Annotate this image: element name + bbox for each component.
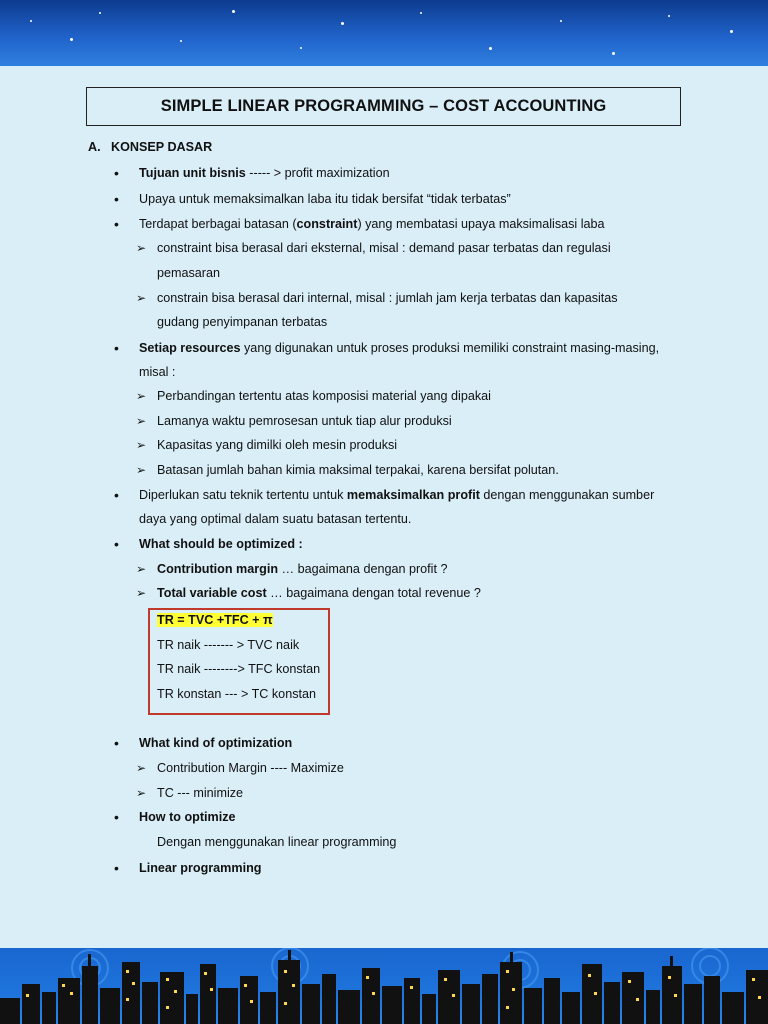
item-text: Setiap resources: [139, 341, 241, 355]
city-skyline-icon: [0, 948, 768, 1024]
arrow-icon: ➢: [136, 562, 147, 576]
sub-item: Contribution Margin ---- Maximize: [157, 761, 344, 775]
item-text: Contribution margin: [157, 562, 279, 576]
item-text: Terdapat berbagai batasan (: [139, 217, 297, 231]
arrow-icon: ➢: [136, 586, 147, 600]
sub-item: Kapasitas yang dimilki oleh mesin produksi: [157, 438, 398, 452]
bottom-banner: [0, 948, 768, 1024]
list-item-detail: Dengan menggunakan linear programming: [157, 835, 397, 849]
formula-highlight: TR = TVC +TFC + π: [157, 613, 273, 627]
star: [180, 40, 182, 42]
bullet-icon: •: [114, 340, 119, 356]
list-item: What kind of optimization: [139, 736, 293, 750]
formula-line: TR naik --------> TFC konstan: [157, 662, 321, 676]
bullet-icon: •: [114, 735, 119, 751]
bullet-icon: •: [114, 487, 119, 503]
list-item: What should be optimized :: [139, 537, 303, 551]
bullet-icon: •: [114, 165, 119, 181]
bullet-icon: •: [114, 216, 119, 232]
star: [668, 15, 670, 17]
list-item: [139, 340, 659, 356]
section-heading: KONSEP DASAR: [111, 140, 213, 154]
list-item: Linear programming: [139, 861, 262, 875]
item-text: Diperlukan satu teknik tertentu untuk: [139, 488, 347, 502]
item-text: dengan menggunakan sumber: [479, 488, 655, 502]
arrow-icon: ➢: [136, 414, 147, 428]
item-text: yang digunakan untuk proses produksi memiliki constraint masing-masing,: [240, 341, 660, 355]
sub-item: TC --- minimize: [157, 786, 244, 800]
item-text: … bagaimana dengan total revenue ?: [266, 586, 481, 600]
item-text: Tujuan unit bisnis: [139, 166, 246, 180]
top-banner: [0, 0, 768, 66]
star: [612, 52, 615, 55]
star: [232, 10, 235, 13]
star: [560, 20, 562, 22]
list-item: [139, 216, 605, 232]
list-item: [139, 487, 654, 503]
arrow-icon: ➢: [136, 786, 147, 800]
list-item: How to optimize: [139, 810, 236, 824]
star: [420, 12, 422, 14]
bullet-icon: •: [114, 536, 119, 552]
star: [730, 30, 733, 33]
sub-item: gudang penyimpanan terbatas: [157, 315, 328, 329]
arrow-icon: ➢: [136, 761, 147, 775]
arrow-icon: ➢: [136, 389, 147, 403]
list-item: Upaya untuk memaksimalkan laba itu tidak bersifat “tidak terbatas”: [139, 192, 511, 206]
arrow-icon: ➢: [136, 463, 147, 477]
arrow-icon: ➢: [136, 291, 147, 305]
sub-item: constrain bisa berasal dari internal, misal : jumlah jam kerja terbatas dan kapasitas: [157, 291, 618, 305]
star: [300, 47, 302, 49]
formula-line: [157, 612, 273, 628]
star: [489, 47, 492, 50]
arrow-icon: ➢: [136, 438, 147, 452]
item-text: ----- > profit maximization: [245, 166, 390, 180]
item-text: memaksimalkan profit: [346, 488, 480, 502]
bullet-icon: •: [114, 860, 119, 876]
formula-line: TR konstan --- > TC konstan: [157, 687, 316, 701]
sub-item: Perbandingan tertentu atas komposisi material yang dipakai: [157, 389, 491, 403]
list-item: daya yang optimal dalam suatu batasan tertentu.: [139, 512, 412, 526]
list-item: misal :: [139, 365, 176, 379]
item-text: ) yang membatasi upaya maksimalisasi laba: [357, 217, 605, 231]
item-text: Total variable cost: [157, 586, 267, 600]
section-marker: A.: [88, 140, 101, 154]
sub-item: Batasan jumlah bahan kimia maksimal terpakai, karena bersifat polutan.: [157, 463, 559, 477]
sub-item: [157, 585, 481, 601]
sub-item: constraint bisa berasal dari eksternal, misal : demand pasar terbatas dan regulasi: [157, 241, 611, 255]
bullet-icon: •: [114, 809, 119, 825]
star: [30, 20, 32, 22]
arrow-icon: ➢: [136, 241, 147, 255]
star: [99, 12, 101, 14]
list-item: [139, 165, 390, 181]
formula-line: TR naik ------- > TVC naik: [157, 638, 300, 652]
sub-item: Lamanya waktu pemrosesan untuk tiap alur produksi: [157, 414, 452, 428]
item-text: constraint: [296, 217, 358, 231]
bullet-icon: •: [114, 191, 119, 207]
star: [341, 22, 344, 25]
sub-item: pemasaran: [157, 266, 221, 280]
sub-item: [157, 561, 447, 577]
page-title: SIMPLE LINEAR PROGRAMMING – COST ACCOUNTING: [86, 87, 681, 126]
star: [70, 38, 73, 41]
item-text: … bagaimana dengan profit ?: [278, 562, 448, 576]
